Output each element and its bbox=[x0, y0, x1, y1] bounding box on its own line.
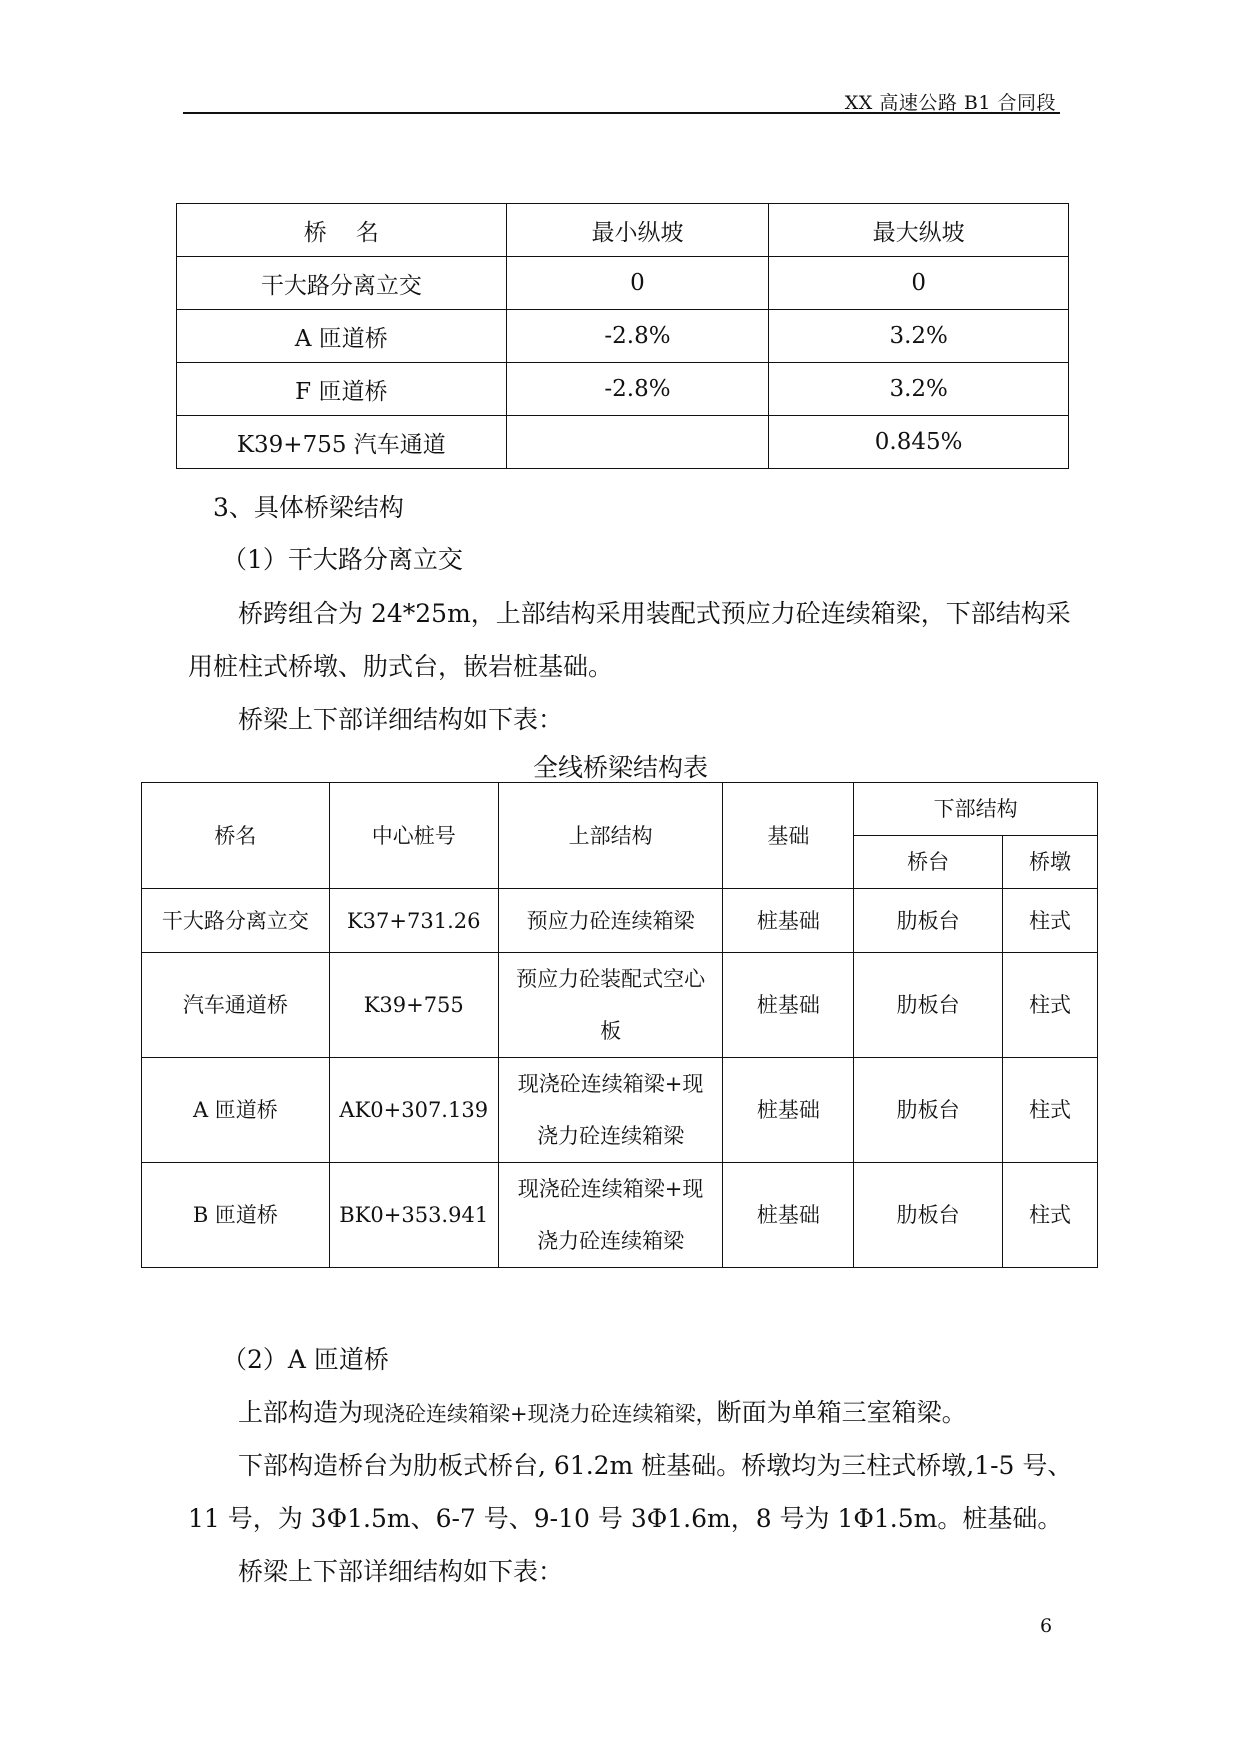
table-cell: 肋板台 bbox=[854, 889, 1003, 953]
table-row bbox=[142, 889, 1098, 953]
table-header-row bbox=[177, 204, 1069, 257]
header-title: XX 高速公路 B1 合同段 bbox=[844, 92, 1056, 114]
paragraph-line: 下部构造桥台为肋板式桥台, 61.2m 桩基础。桥墩均为三柱式桥墩,1-5 号、 bbox=[238, 1451, 1073, 1480]
table-row bbox=[177, 363, 1069, 416]
header-cell: 上部结构 bbox=[498, 783, 723, 889]
page-number: 6 bbox=[1040, 1615, 1053, 1637]
header-cell: 中心桩号 bbox=[329, 783, 498, 889]
table-cell: 桩基础 bbox=[723, 889, 854, 953]
header-cell: 桥台 bbox=[854, 836, 1003, 889]
table-cell: 柱式 bbox=[1003, 1163, 1098, 1268]
table-cell: 0.845% bbox=[769, 416, 1069, 469]
header-cell: 桥墩 bbox=[1003, 836, 1098, 889]
table-cell: 柱式 bbox=[1003, 953, 1098, 1058]
header-cell: 基础 bbox=[723, 783, 854, 889]
paragraph-line: 桥跨组合为 24*25m，上部结构采用装配式预应力砼连续箱梁，下部结构采 bbox=[238, 599, 1071, 628]
table-row bbox=[142, 953, 1098, 1058]
table-cell: 3.2% bbox=[769, 363, 1069, 416]
table-cell: 桩基础 bbox=[723, 1163, 854, 1268]
table-cell: 肋板台 bbox=[854, 1163, 1003, 1268]
table-cell: K37+731.26 bbox=[329, 889, 498, 953]
paragraph-line bbox=[238, 1393, 967, 1429]
table-row bbox=[142, 1058, 1098, 1163]
table-cell: 0 bbox=[769, 257, 1069, 310]
text-run: 断面为单箱三室箱梁。 bbox=[716, 1398, 967, 1427]
cell-line: 现浇砼连续箱梁+现 bbox=[517, 1177, 704, 1201]
table-cell: K39+755 汽车通道 bbox=[177, 416, 507, 469]
section-heading: 3、具体桥梁结构 bbox=[213, 493, 404, 522]
table-cell: 干大路分离立交 bbox=[177, 257, 507, 310]
table-cell: 肋板台 bbox=[854, 953, 1003, 1058]
table-header-row bbox=[142, 783, 1098, 836]
table-cell bbox=[498, 1058, 723, 1163]
table-cell: A 匝道桥 bbox=[142, 1058, 330, 1163]
paragraph-line: 用桩柱式桥墩、肋式台，嵌岩桩基础。 bbox=[188, 652, 614, 681]
table-cell bbox=[506, 416, 769, 469]
table-cell: F 匝道桥 bbox=[177, 363, 507, 416]
paragraph: 桥梁上下部详细结构如下表： bbox=[238, 1557, 564, 1586]
table-cell: 预应力砼连续箱梁 bbox=[498, 889, 723, 953]
table-cell: K39+755 bbox=[329, 953, 498, 1058]
table-cell: 柱式 bbox=[1003, 889, 1098, 953]
table-cell: 桩基础 bbox=[723, 1058, 854, 1163]
header-rule bbox=[183, 112, 1060, 114]
table-cell: 3.2% bbox=[769, 310, 1069, 363]
header-cell: 桥 名 bbox=[177, 204, 507, 257]
slope-table bbox=[176, 203, 1069, 469]
text-run: 上部构造为 bbox=[238, 1398, 364, 1427]
table-row bbox=[177, 310, 1069, 363]
paragraph: 桥梁上下部详细结构如下表： bbox=[238, 705, 564, 734]
table-cell: 汽车通道桥 bbox=[142, 953, 330, 1058]
header-cell: 最小纵坡 bbox=[506, 204, 769, 257]
cell-line: 浇力砼连续箱梁 bbox=[537, 1229, 685, 1253]
table-cell: 肋板台 bbox=[854, 1058, 1003, 1163]
table-cell: BK0+353.941 bbox=[329, 1163, 498, 1268]
table-cell: 桩基础 bbox=[723, 953, 854, 1058]
table-cell: A 匝道桥 bbox=[177, 310, 507, 363]
cell-line: 浇力砼连续箱梁 bbox=[537, 1124, 685, 1148]
header-cell: 下部结构 bbox=[854, 783, 1098, 836]
cell-line: 预应力砼装配式空心 bbox=[516, 967, 706, 991]
subsection-heading: （2）A 匝道桥 bbox=[222, 1345, 389, 1374]
table-cell: 0 bbox=[506, 257, 769, 310]
table-cell: 干大路分离立交 bbox=[142, 889, 330, 953]
header-cell: 最大纵坡 bbox=[769, 204, 1069, 257]
cell-line: 现浇砼连续箱梁+现 bbox=[517, 1072, 704, 1096]
table-cell bbox=[498, 953, 723, 1058]
table-row bbox=[142, 1163, 1098, 1268]
table-cell: AK0+307.139 bbox=[329, 1058, 498, 1163]
text-run: 现浇砼连续箱梁+现浇力砼连续箱梁， bbox=[363, 1402, 717, 1426]
table-caption: 全线桥梁结构表 bbox=[532, 753, 708, 782]
structure-table bbox=[141, 782, 1098, 1268]
subsection-heading: （1）干大路分离立交 bbox=[222, 545, 463, 574]
table-cell bbox=[498, 1163, 723, 1268]
table-cell: 柱式 bbox=[1003, 1058, 1098, 1163]
header-cell: 桥名 bbox=[142, 783, 330, 889]
cell-line: 板 bbox=[600, 1019, 622, 1043]
table-row bbox=[177, 257, 1069, 310]
table-row bbox=[177, 416, 1069, 469]
table-cell: -2.8% bbox=[506, 363, 769, 416]
table-cell: -2.8% bbox=[506, 310, 769, 363]
paragraph-line: 11 号，为 3Φ1.5m、6-7 号、9-10 号 3Φ1.6m，8 号为 1Φ1.5m。桩基础。 bbox=[188, 1504, 1063, 1533]
table-cell: B 匝道桥 bbox=[142, 1163, 330, 1268]
